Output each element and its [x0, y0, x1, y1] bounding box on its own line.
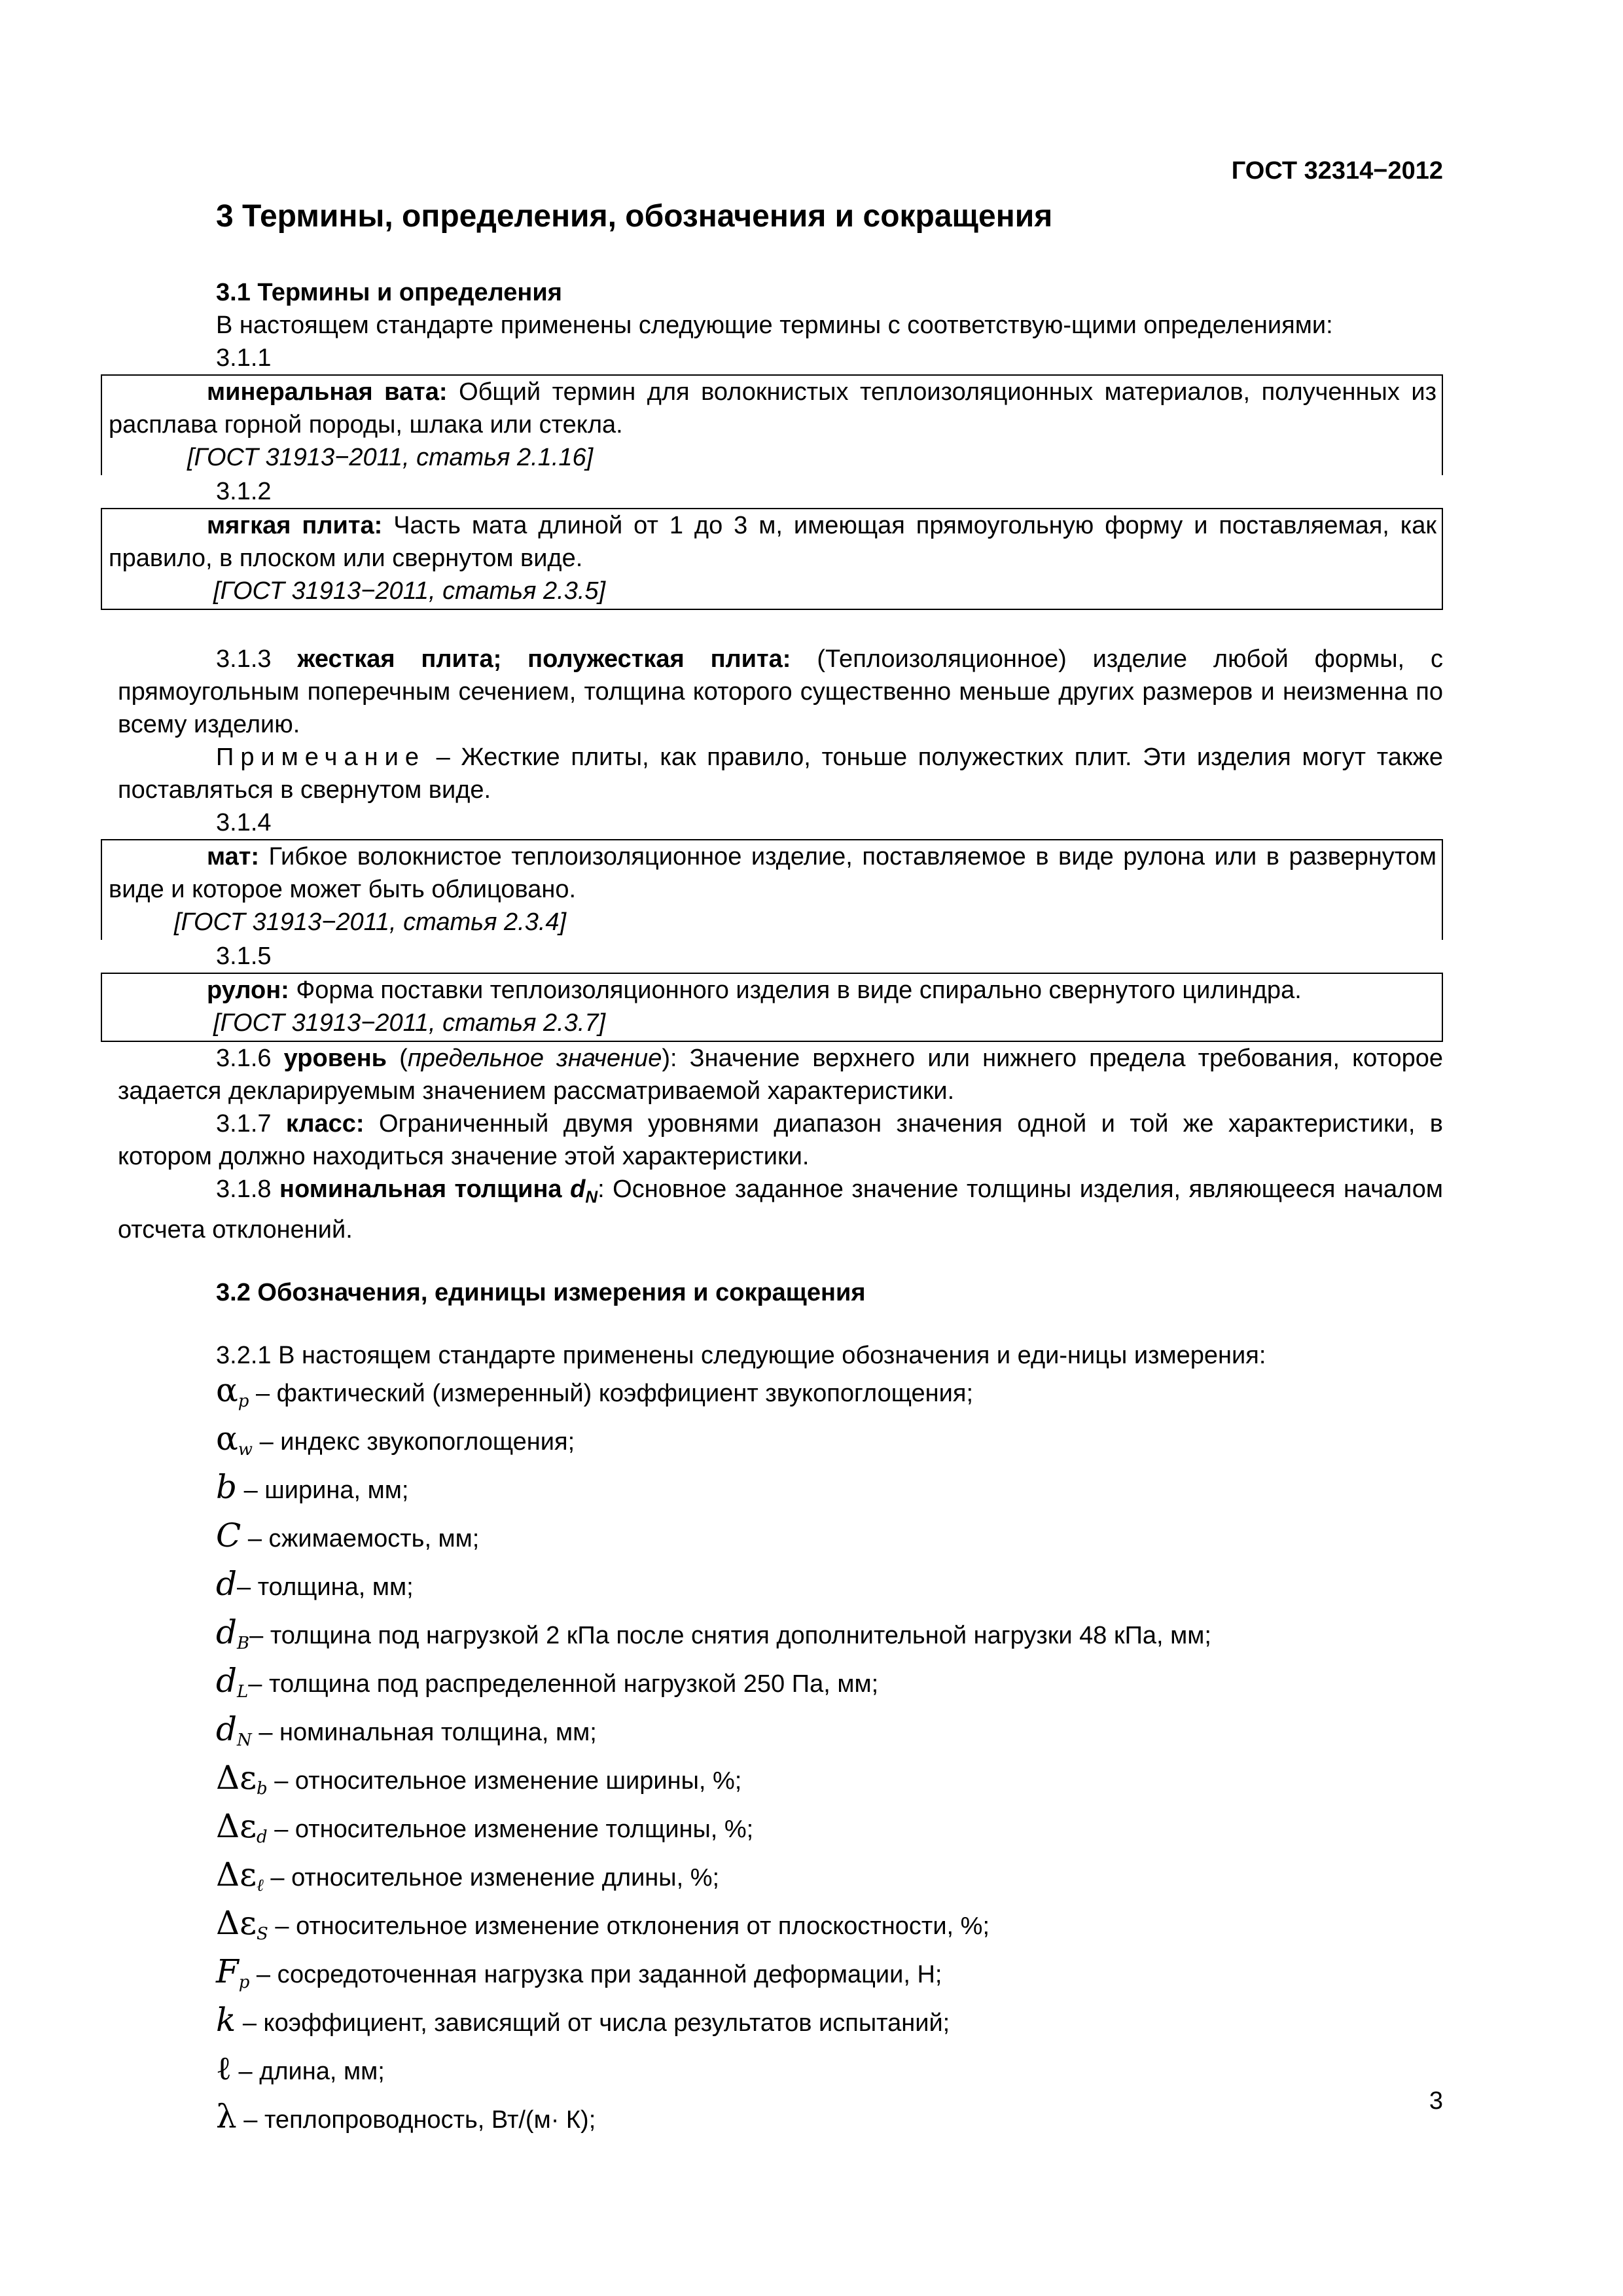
term-3-1-8: 3.1.8 номинальная толщина $d_N$: Основное заданное значение толщины изделия, являющееся началом отсчета отклонений. — [118, 1175, 1444, 1244]
symbols-list — [118, 1372, 1443, 2147]
term-name: уровень — [283, 1045, 387, 1072]
term-3-1-7: 3.1.7 класс: Ограниченный двумя уровнями диапазон значения одной и той же характеристики, в котором должно находиться значение этой характеристики. — [118, 1110, 1443, 1170]
term-paren: предельное значение — [407, 1045, 662, 1072]
symbol-glyph: k — [216, 2000, 236, 2039]
term-number-3-1-4: 3.1.4 — [216, 809, 272, 836]
term-number-3-1-2: 3.1.2 — [216, 478, 272, 505]
symbol-description: – относительное изменение толщины, %; — [267, 1815, 754, 1843]
symbol-row — [216, 1905, 1443, 1953]
subsection-title-3-2: 3.2 Обозначения, единицы измерения и сокращения — [216, 1278, 866, 1306]
symbol-description: – коэффициент, зависящий от числа результатов испытаний; — [236, 2009, 950, 2037]
term-definition: (Теплоизоляционное) изделие любой формы, с прямоугольным поперечным сечением, толщина которого существенно меньше других размеров и неизменна по всему изделию. — [118, 645, 1443, 738]
symbol-description: – ширина, мм; — [237, 1476, 409, 1504]
symbol-subscript: w — [238, 1439, 253, 1460]
term-number-3-1-1: 3.1.1 — [216, 344, 272, 372]
symbol-glyph: d — [216, 1661, 238, 1700]
symbol-glyph: Δε — [216, 1855, 257, 1893]
symbol-description: – сжимаемость, мм; — [241, 1524, 480, 1552]
symbol-glyph: d — [216, 1613, 238, 1651]
symbol-description: – теплопроводность, Вт/(м· К); — [236, 2106, 596, 2134]
symbol-glyph: α — [216, 1419, 238, 1458]
symbol-description: – индекс звукопоглощения; — [253, 1427, 575, 1456]
symbol-row — [216, 1808, 1443, 1856]
subsection-intro: В настоящем стандарте применены следующие термины с соответствую-щими определениями: — [216, 312, 1333, 339]
symbol-row — [216, 1662, 1443, 1711]
document-body — [109, 196, 1444, 2147]
symbol-description: – сосредоточенная нагрузка при заданной деформации, Н; — [249, 1960, 942, 1988]
term-definition: Гибкое волокнистое теплоизоляционное изделие, поставляемое в виде рулона или в развернутом виде и которое может быть облицовано. — [109, 843, 1436, 903]
symbol-row — [216, 1614, 1443, 1662]
symbol-glyph: λ — [216, 2097, 237, 2136]
term-source: [ГОСТ 31913−2011, статья 2.3.4] — [174, 908, 567, 936]
symbol-glyph: C — [216, 1516, 241, 1554]
term-definition: Форма поставки теплоизоляционного изделия в виде спирально свернутого цилиндра. — [289, 977, 1302, 1004]
symbol-subscript: N — [237, 1730, 252, 1750]
symbol-glyph: Δε — [216, 1903, 257, 1942]
symbol-description: – толщина под нагрузкой 2 кПа после снятия дополнительной нагрузки 48 кПа, мм; — [249, 1621, 1211, 1649]
symbol-description: – номинальная толщина, мм; — [251, 1718, 597, 1746]
term-box-3-1-1 — [101, 374, 1443, 475]
symbol-row — [216, 2001, 1443, 2050]
note-text: – Жесткие плиты, как правило, тоньше полужестких плит. Эти изделия могут также поставляться в свернутом виде. — [118, 744, 1443, 804]
symbol-row — [216, 1517, 1443, 1566]
symbol-row — [216, 1856, 1443, 1905]
symbol-description: – относительное изменение ширины, %; — [267, 1767, 742, 1795]
term-name: мягкая плита: — [207, 512, 383, 539]
symbol-glyph: Δε — [216, 1806, 257, 1845]
term-name: класс: — [285, 1110, 365, 1138]
symbol-description: – толщина под распределенной нагрузкой 250 Па, мм; — [248, 1670, 879, 1698]
page-number: 3 — [1429, 2087, 1443, 2115]
symbol-glyph: α — [216, 1371, 238, 1409]
term-symbol: d — [570, 1175, 586, 1203]
term-definition: ): Значение верхнего или нижнего предела требования, которое задается декларируемым значением рассматриваемой характеристики. — [118, 1045, 1443, 1105]
symbol-glyph: F — [216, 1952, 239, 1990]
symbol-description: – длина, мм; — [231, 2057, 385, 2085]
term-definition: Ограниченный двумя уровнями диапазон значения одной и той же характеристики, в котором должно находиться значение этой характеристики. — [118, 1110, 1443, 1170]
term-definition: : Основное заданное значение толщины изделия, являющееся началом отсчета отклонений. — [118, 1175, 1444, 1244]
term-name: мат: — [207, 843, 260, 870]
symbol-row — [216, 1566, 1443, 1614]
symbol-row — [216, 1372, 1443, 1420]
note-label: Примечание — [216, 744, 425, 771]
term-3-1-3: 3.1.3 жесткая плита; полужесткая плита: (Теплоизоляционное) изделие любой формы, с прямоугольным поперечным сечением, толщина которого существенно меньше других размеров и неизменна по всему изделию. — [118, 645, 1443, 738]
term-name: жесткая плита; полужесткая плита: — [297, 645, 791, 673]
symbol-row — [216, 1711, 1443, 1759]
symbol-subscript: S — [257, 1924, 268, 1944]
standard-code-header: ГОСТ 32314−2012 — [1231, 157, 1443, 185]
term-box-3-1-2 — [101, 508, 1443, 610]
term-number-3-1-5: 3.1.5 — [216, 942, 272, 970]
symbol-glyph: b — [216, 1467, 238, 1506]
term-source: [ГОСТ 31913−2011, статья 2.3.7] — [213, 1009, 606, 1037]
term-box-3-1-4 — [101, 839, 1443, 940]
symbol-row — [216, 1469, 1443, 1517]
symbol-row — [216, 1759, 1443, 1808]
term-3-1-3-note — [118, 741, 1443, 806]
term-source: [ГОСТ 31913−2011, статья 2.3.5] — [213, 577, 606, 605]
symbol-subscript: B — [237, 1633, 250, 1653]
symbol-row — [216, 2098, 1443, 2147]
symbol-description: – толщина, мм; — [237, 1573, 414, 1601]
term-definition: Общий термин для волокнистых теплоизоляционных материалов, полученных из расплава горной породы, шлака или стекла. — [109, 378, 1436, 439]
symbol-description: – фактический (измеренный) коэффициент звукопоглощения; — [249, 1379, 974, 1407]
symbol-subscript: p — [238, 1972, 250, 1992]
term-definition: Часть мата длиной от 1 до 3 м, имеющая прямоугольную форму и поставляемая, как правило, в плоском или свернутом виде. — [109, 512, 1437, 572]
term-name: минеральная вата: — [207, 378, 448, 406]
symbol-row — [216, 2050, 1443, 2098]
symbols-intro: 3.2.1 В настоящем стандарте применены следующие обозначения и еди-ницы измерения: — [216, 1341, 1266, 1369]
symbol-glyph: d — [216, 1710, 238, 1748]
term-3-1-6: 3.1.6 уровень (предельное значение): Значение верхнего или нижнего предела требования, которое задается декларируемым значением рассматриваемой характеристики. — [118, 1045, 1443, 1105]
symbol-subscript: d — [257, 1827, 268, 1847]
symbol-row — [216, 1953, 1443, 2001]
symbol-subscript: p — [238, 1391, 249, 1411]
symbol-glyph: Δε — [216, 1758, 257, 1797]
term-box-3-1-5 — [101, 973, 1443, 1042]
symbol-description: – относительное изменение отклонения от плоскостности, %; — [268, 1912, 990, 1940]
symbol-glyph: ℓ — [216, 2049, 232, 2087]
symbol-subscript: ℓ — [257, 1875, 264, 1895]
symbol-subscript: b — [257, 1778, 268, 1799]
term-name: номинальная толщина — [279, 1175, 562, 1203]
term-name: рулон: — [207, 977, 289, 1004]
section-title: 3 Термины, определения, обозначения и сокращения — [216, 199, 1053, 234]
symbol-row — [216, 1420, 1443, 1469]
symbol-glyph: d — [216, 1564, 238, 1603]
symbol-description: – относительное изменение длины, %; — [263, 1863, 720, 1892]
term-source: [ГОСТ 31913−2011, статья 2.1.16] — [187, 444, 594, 471]
symbol-subscript: L — [237, 1681, 249, 1702]
subsection-title-3-1: 3.1 Термины и определения — [216, 279, 562, 306]
